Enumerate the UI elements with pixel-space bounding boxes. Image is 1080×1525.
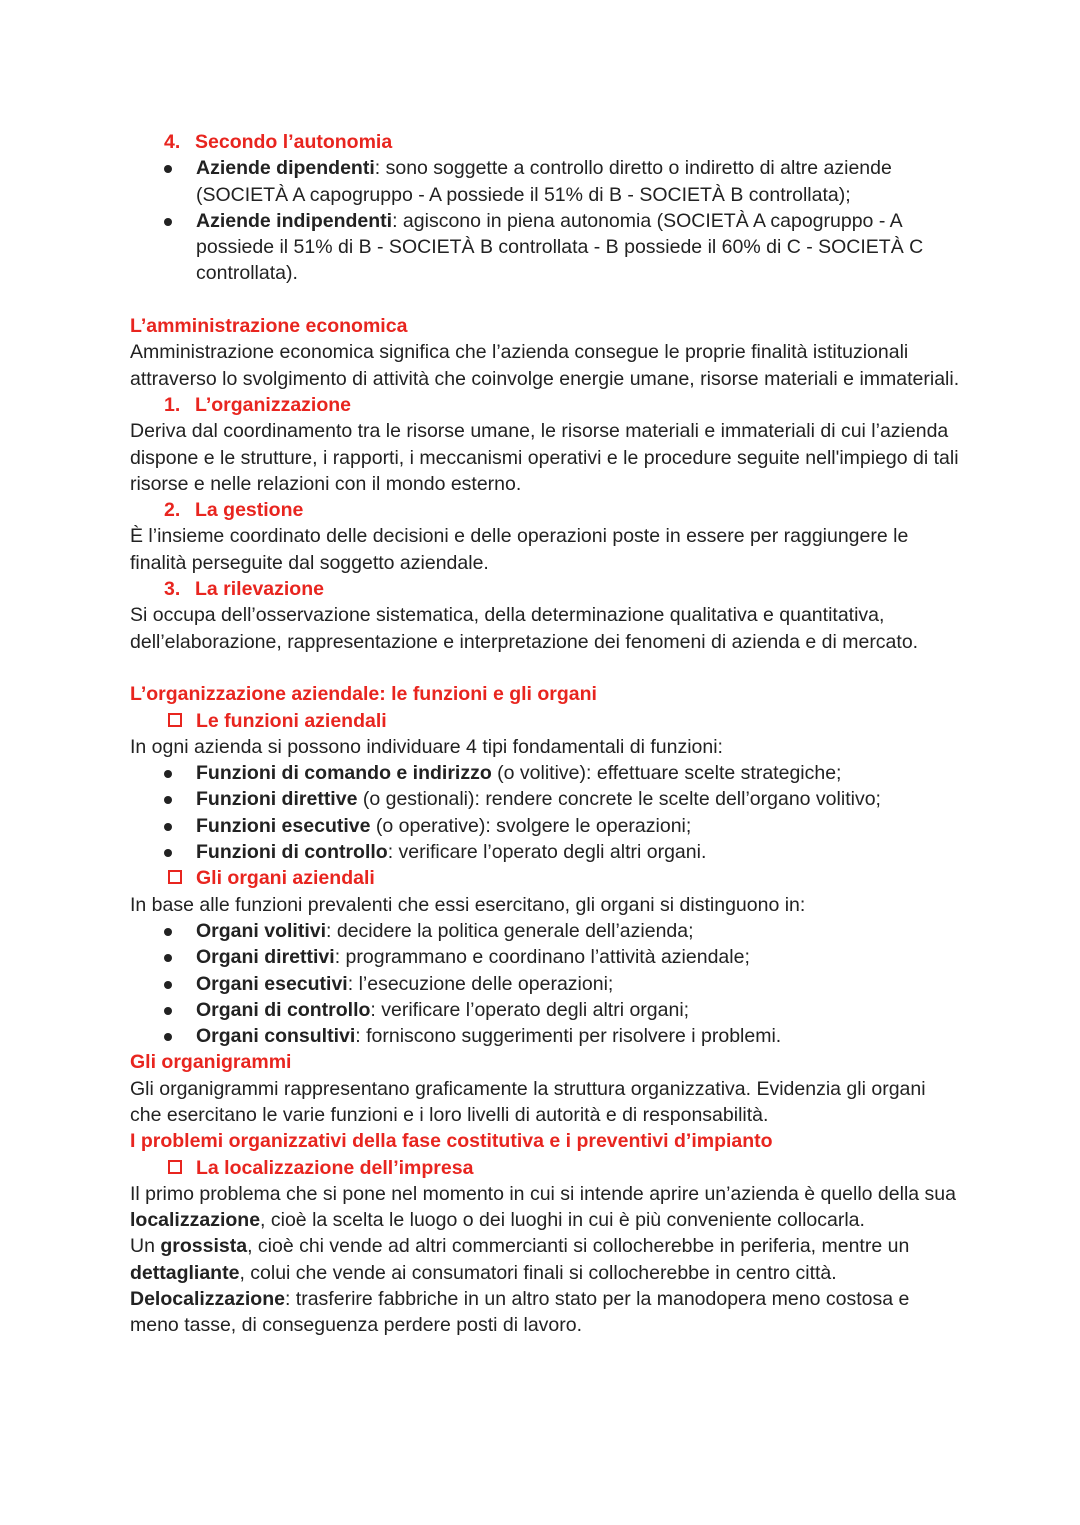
paragraph: Deriva dal coordinamento tra le risorse umane, le risorse materiali e immateriali di cui l’azienda dispone e le strutture, i rapporti, i meccanismi operativi e le procedure seguite nell'impiego di tali risorse e nelle relazioni con il mondo esterno. — [130, 420, 959, 495]
list-item — [130, 155, 960, 208]
term: grossista — [160, 1235, 248, 1258]
bullet-icon — [164, 954, 172, 962]
definition: (o operative): svolgere le operazioni; — [370, 814, 692, 837]
list-item — [130, 971, 960, 997]
term: Funzioni di controllo — [196, 841, 388, 864]
subsection-heading — [130, 576, 960, 602]
section-title: L’organizzazione aziendale: le funzioni e gli organi — [130, 683, 597, 706]
list-item — [130, 839, 960, 865]
paragraph: In ogni azienda si possono individuare 4 tipi fondamentali di funzioni: — [130, 735, 723, 758]
bullet-icon — [164, 849, 172, 857]
subsection-title: La localizzazione dell’impresa — [196, 1156, 474, 1179]
list-item — [130, 786, 960, 812]
text-run: Un — [130, 1235, 161, 1258]
paragraph: È l’insieme coordinato delle decisioni e delle operazioni poste in essere per raggiungere le finalità perseguite dal soggetto aziendale. — [130, 525, 909, 574]
bullet-icon — [164, 928, 172, 936]
term: Funzioni esecutive — [196, 814, 371, 837]
term: localizzazione — [130, 1209, 261, 1232]
checkbox-icon — [168, 870, 182, 884]
list-item — [130, 918, 960, 944]
subsection-title: L’organizzazione — [195, 393, 352, 416]
list-item — [130, 760, 960, 786]
definition: (o volitive): effettuare scelte strategiche; — [491, 762, 842, 785]
subsection-title: Gli organi aziendali — [196, 867, 375, 890]
list-number: 2. — [164, 499, 181, 522]
bullet-icon — [164, 823, 172, 831]
paragraph — [130, 1286, 960, 1339]
section-heading: Secondo l’autonomia — [195, 131, 393, 153]
term: Aziende indipendenti — [196, 209, 393, 232]
term: Organi esecutivi — [196, 972, 348, 995]
term: Organi direttivi — [196, 946, 335, 969]
section-title: I problemi organizzativi della fase costitutiva e i preventivi d’impianto — [130, 1130, 773, 1153]
section-title: L’amministrazione economica — [130, 315, 408, 338]
list-item — [130, 997, 960, 1023]
list-item — [130, 1023, 960, 1049]
subsection-heading — [130, 497, 960, 523]
paragraph: Gli organigrammi rappresentano graficamente la struttura organizzativa. Evidenzia gli organi che esercitano le varie funzioni e i loro livelli di autorità e di responsabilità. — [130, 1077, 926, 1126]
bullet-icon — [164, 796, 172, 804]
text-run: , cioè la scelta le luogo o dei luoghi in cui è più conveniente collocarla. — [260, 1209, 865, 1232]
text-run: , cioè chi vende ad altri commercianti si collocherebbe in periferia, mentre un — [247, 1235, 910, 1258]
subsection-title: La rilevazione — [195, 578, 324, 601]
section-title: Gli organigrammi — [130, 1051, 292, 1074]
list-item — [130, 944, 960, 970]
paragraph — [130, 1233, 960, 1286]
term: Delocalizzazione — [130, 1288, 285, 1311]
subsection-heading — [130, 392, 960, 418]
document-page — [130, 129, 960, 1339]
list-number: 1. — [164, 393, 181, 416]
term: Organi di controllo — [196, 998, 371, 1021]
subsection-title: La gestione — [195, 499, 304, 522]
term: Organi volitivi — [196, 919, 327, 942]
term: Funzioni direttive — [196, 788, 358, 811]
checkbox-icon — [168, 1160, 182, 1174]
definition: : programmano e coordinano l’attività aziendale; — [334, 946, 750, 969]
text-run: , colui che vende ai consumatori finali si collocherebbe in centro città. — [239, 1261, 837, 1284]
definition: : verificare l’operato degli altri organi; — [370, 998, 690, 1021]
definition: : forniscono suggerimenti per risolvere i problemi. — [355, 1025, 782, 1048]
paragraph: Si occupa dell’osservazione sistematica, della determinazione qualitativa e quantitativa, dell’elaborazione, rappresentazione e interpretazione dei fenomeni di azienda e di mercato. — [130, 604, 919, 653]
bullet-icon — [164, 770, 172, 778]
bullet-icon — [164, 218, 172, 226]
term: Organi consultivi — [196, 1025, 356, 1048]
definition: : agiscono in piena autonomia (SOCIETÀ A capogruppo - A possiede il 51% di B - SOCIETÀ B controllata - B possiede il 60% di C - SOCIETÀ C controllata). — [196, 209, 924, 285]
checklist-heading — [130, 1155, 960, 1181]
paragraph — [130, 1181, 960, 1234]
checklist-heading — [130, 865, 960, 891]
list-item — [130, 208, 960, 287]
term: dettagliante — [130, 1261, 240, 1284]
text-run: : trasferire fabbriche in un altro stato per la manodopera meno costosa e meno tasse, di conseguenza perdere posti di lavoro. — [130, 1288, 910, 1337]
checkbox-icon — [168, 713, 182, 727]
bullet-icon — [164, 1033, 172, 1041]
bullet-icon — [164, 981, 172, 989]
definition: : l’esecuzione delle operazioni; — [347, 972, 614, 995]
bullet-icon — [164, 165, 172, 173]
term: Funzioni di comando e indirizzo — [196, 762, 492, 785]
definition: : sono soggette a controllo diretto o indiretto di altre aziende (SOCIETÀ A capogruppo - A possiede il 51% di B - SOCIETÀ B controllata); — [196, 157, 892, 206]
paragraph: In base alle funzioni prevalenti che essi esercitano, gli organi si distinguono in: — [130, 893, 806, 916]
paragraph: Amministrazione economica significa che l’azienda consegue le proprie finalità istituzionali attraverso lo svolgimento di attività che coinvolge energie umane, risorse materiali e immateriali. — [130, 341, 960, 390]
checklist-heading — [130, 708, 960, 734]
list-number: 3. — [164, 578, 181, 601]
term: Aziende dipendenti — [196, 157, 375, 180]
autonomia-heading — [130, 129, 960, 155]
list-item — [130, 813, 960, 839]
text-run: Il primo problema che si pone nel momento in cui si intende aprire un’azienda è quello della sua — [130, 1182, 956, 1205]
definition: : verificare l’operato degli altri organi. — [387, 841, 707, 864]
subsection-title: Le funzioni aziendali — [196, 709, 387, 732]
bullet-icon — [164, 1007, 172, 1015]
definition: (o gestionali): rendere concrete le scelte dell’organo volitivo; — [357, 788, 881, 811]
definition: : decidere la politica generale dell’azienda; — [326, 919, 694, 942]
list-number: 4. — [164, 131, 181, 153]
